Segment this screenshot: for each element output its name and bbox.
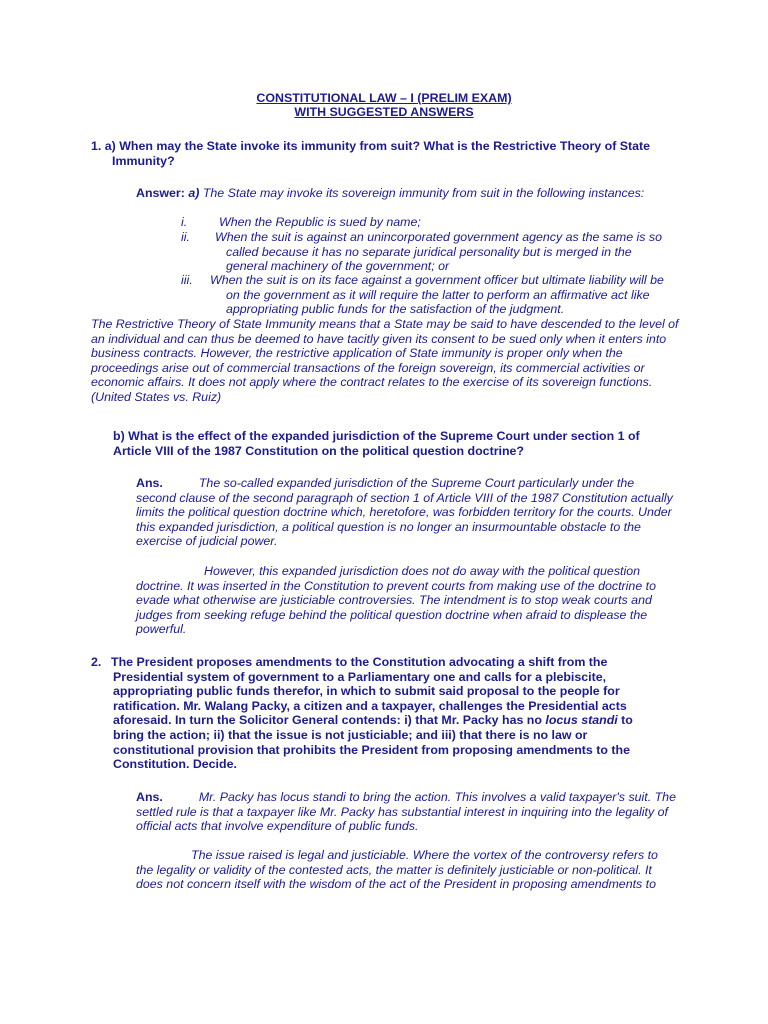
ans-label: Ans. — [136, 790, 163, 804]
answer-1b-p2: However, this expanded jurisdiction does not do away with the political question doctrine. It was inserted in the Constitution to prevent courts from making use of the doctrine to evade what otherwise are justiciable controversies. The intendment is to stop weak courts and judges from seeking refuge behind the political question doctrine when afraid to displease the powerful. — [136, 564, 656, 637]
question-2 — [113, 655, 658, 772]
answer-1b-p1 — [136, 476, 677, 549]
doc-title-line1: CONSTITUTIONAL LAW – I (PRELIM EXAM) — [256, 91, 512, 105]
answer-label: Answer: — [136, 186, 185, 200]
locus-standi-emphasis: locus standi — [545, 713, 618, 728]
list-item-number: ii. — [181, 230, 190, 244]
answer-2-p1 — [136, 790, 678, 834]
answer-sub-label: a) — [188, 186, 200, 200]
restrictive-theory-paragraph: The Restrictive Theory of State Immunity means that a State may be said to have descended to the level of an individual and can thus be deemed to have tacitly given its consent to be sued only when it enters into business contracts. However, the restrictive application of State immunity is proper only when the proceedings arise out of commercial transactions of the foreign sovereign, its commercial activities or economic affairs. It does not apply where the contract relates to the exercise of its sovereign functions. (United States vs. Ruiz) — [91, 317, 679, 404]
answer-2-p2: The issue raised is legal and justiciable. Where the vortex of the controversy refers to the legality or validity of the contested acts, the matter is definitely justiciable or non-political. It does not concern itself with the wisdom of the act of the President in proposing amendments to — [136, 848, 658, 892]
answer-1a-intro — [136, 186, 676, 201]
question-2-text-b: to bring the action; ii) that the issue is not justiciable; and iii) that there is no law or constitutional provision that prohibits the President from proposing amendments to the Constitution. Decide. — [113, 713, 633, 772]
question-2-text-a: The President proposes amendments to the Constitution advocating a shift from the Presidential system of government to a Parliamentary one and calls for a plebiscite, appropriating public funds therefor, in which to submit said proposal to the people for ratification. Mr. Walang Packy, a citizen and a taxpayer, challenges the Presidential acts aforesaid. In turn the Solicitor General contends: i) that Mr. Packy has no — [111, 655, 627, 728]
list-item-number: iii. — [181, 273, 193, 287]
question-2-number: 2. — [91, 655, 102, 669]
ans-label: Ans. — [136, 476, 163, 490]
list-item: When the suit is on its face against a government officer but ultimate liability will be on the government as it will require the latter to perform an affirmative act like appropriating public funds for the satisfaction of the judgment. — [210, 273, 664, 317]
list-item: When the suit is against an unincorporated government agency as the same is so called because it has no separate juridical personality but is merged in the general machinery of the government; or — [215, 230, 663, 274]
question-1a: 1. a) When may the State invoke its immunity from suit? What is the Restrictive Theory of State Immunity? — [91, 139, 651, 168]
list-item: When the Republic is sued by name; — [219, 215, 421, 229]
answer-intro-text: The State may invoke its sovereign immunity from suit in the following instances: — [199, 186, 645, 200]
question-1b: b) What is the effect of the expanded jurisdiction of the Supreme Court under section 1 of Article VIII of the 1987 Constitution on the political question doctrine? — [113, 429, 640, 458]
ans-text: Mr. Packy has locus standi to bring the action. This involves a valid taxpayer's suit. The settled rule is that a taxpayer like Mr. Packy has substantial interest in inquiring into the legality of official acts that involve expenditure of public funds. — [136, 790, 676, 834]
ans-text: The so-called expanded jurisdiction of the Supreme Court particularly under the second clause of the second paragraph of section 1 of Article VIII of the 1987 Constitution actually limits the political question doctrine which, heretofore, was forbidden territory for the courts. Under this expanded jurisdiction, a political question is no longer an insurmountable obstacle to the exercise of judicial power. — [136, 476, 673, 549]
doc-title-line2: WITH SUGGESTED ANSWERS — [294, 105, 474, 119]
list-item-number: i. — [181, 215, 188, 229]
